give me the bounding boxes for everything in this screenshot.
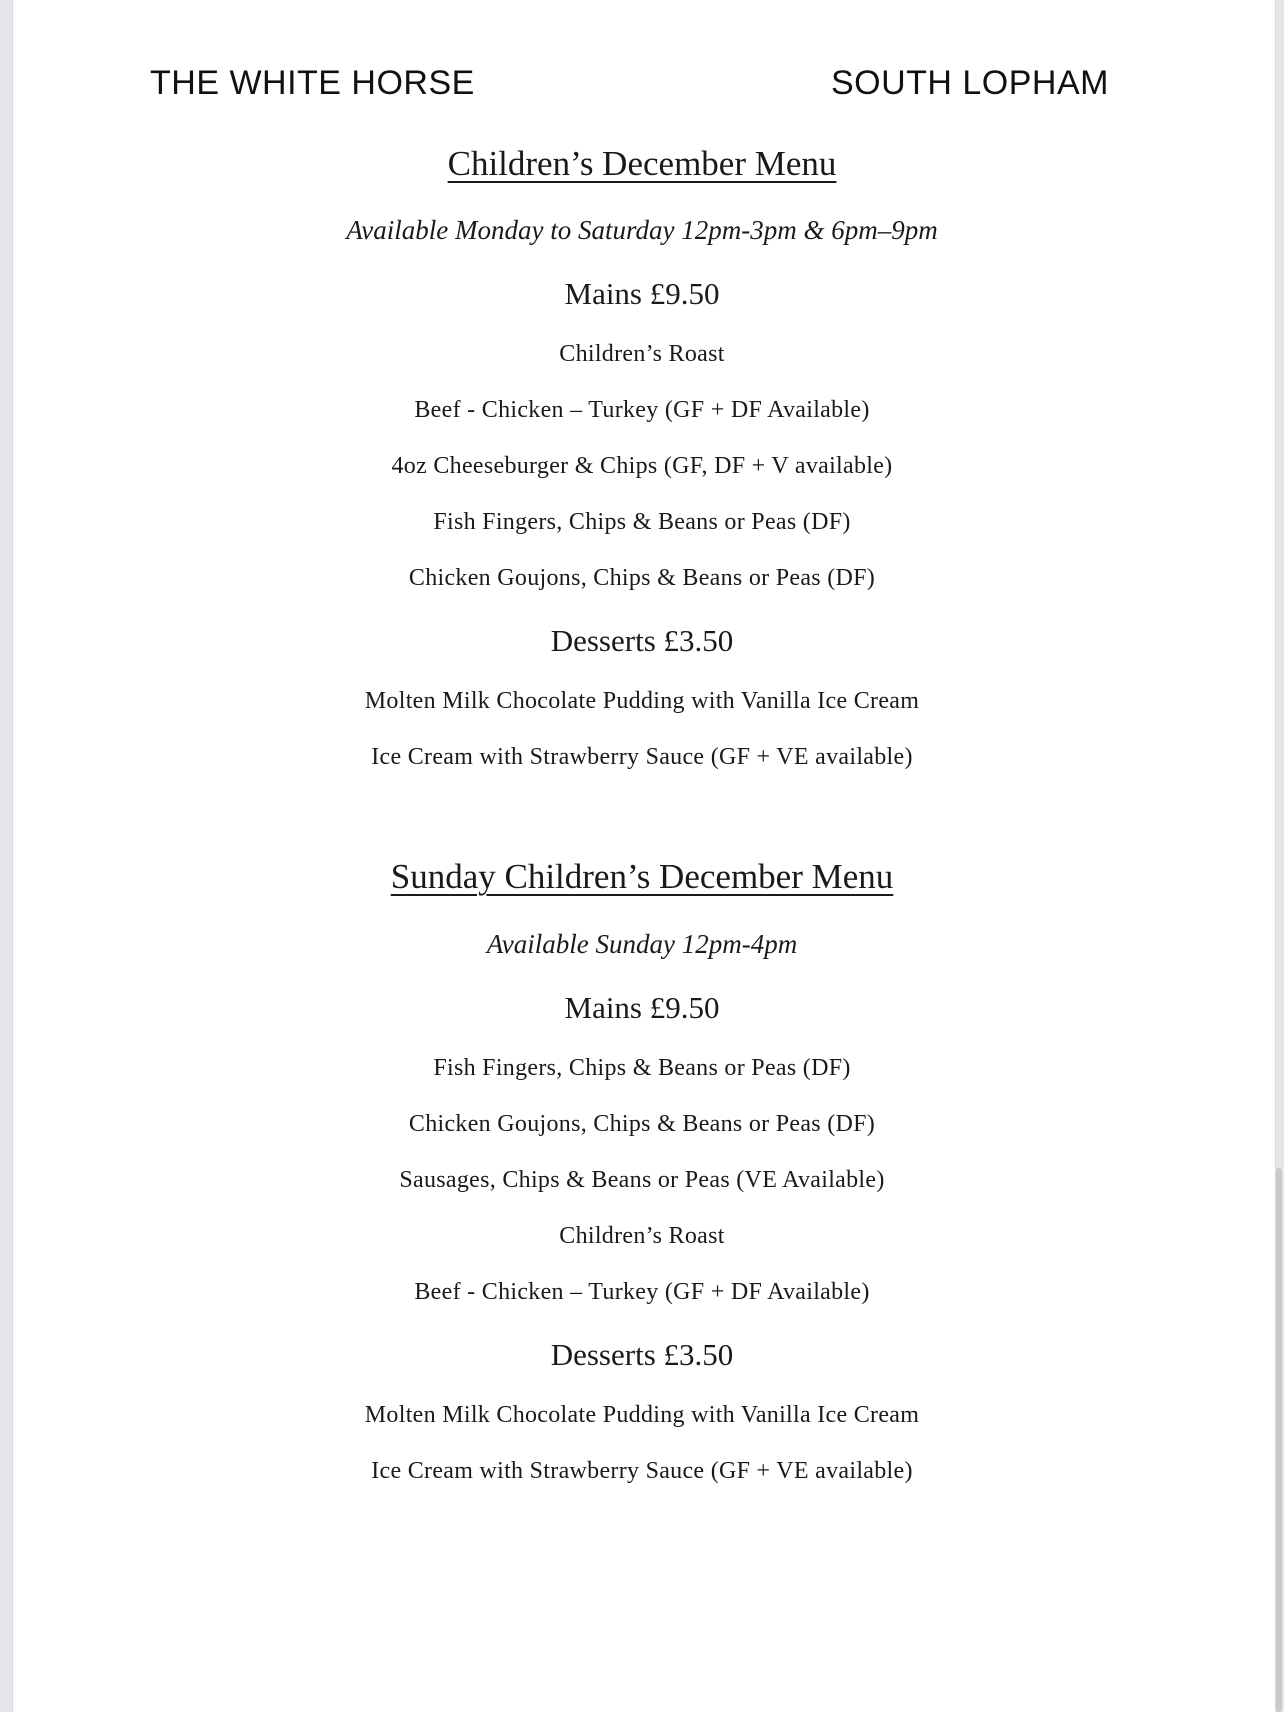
pub-name: THE WHITE HORSE (150, 64, 475, 102)
availability-weekday: Available Monday to Saturday 12pm-3pm & 6pm–9pm (346, 215, 938, 245)
menu-item: 4oz Cheeseburger & Chips (GF, DF + V available) (391, 453, 893, 479)
menu-item: Fish Fingers, Chips & Beans or Peas (DF) (433, 509, 851, 535)
menu-item: Children’s Roast (559, 341, 725, 367)
menu-title-weekday: Children’s December Menu (447, 144, 837, 183)
menu-item: Molten Milk Chocolate Pudding with Vanilla Ice Cream (364, 1402, 920, 1428)
mains-heading-sunday: Mains £9.50 (564, 990, 720, 1025)
desserts-heading-sunday: Desserts £3.50 (550, 1337, 734, 1372)
mains-heading-weekday: Mains £9.50 (564, 276, 720, 311)
menu-item: Children’s Roast (559, 1223, 725, 1249)
menu-page (12, 0, 1276, 1712)
menu-item: Fish Fingers, Chips & Beans or Peas (DF) (433, 1055, 851, 1081)
menu-item: Beef - Chicken – Turkey (GF + DF Available) (414, 1279, 870, 1305)
menu-item: Beef - Chicken – Turkey (GF + DF Available) (414, 397, 870, 423)
menu-item: Chicken Goujons, Chips & Beans or Peas (DF) (408, 1111, 876, 1137)
pub-location: SOUTH LOPHAM (830, 64, 1109, 102)
menu-item: Molten Milk Chocolate Pudding with Vanilla Ice Cream (364, 688, 920, 714)
menu-item: Sausages, Chips & Beans or Peas (VE Available) (399, 1167, 885, 1193)
menu-item: Chicken Goujons, Chips & Beans or Peas (DF) (408, 565, 876, 591)
desserts-heading-weekday: Desserts £3.50 (550, 623, 734, 658)
menu-title-sunday: Sunday Children’s December Menu (390, 857, 894, 896)
menu-item: Ice Cream with Strawberry Sauce (GF + VE available) (371, 744, 913, 770)
availability-sunday: Available Sunday 12pm-4pm (486, 929, 798, 959)
menu-item: Ice Cream with Strawberry Sauce (GF + VE available) (371, 1458, 913, 1484)
